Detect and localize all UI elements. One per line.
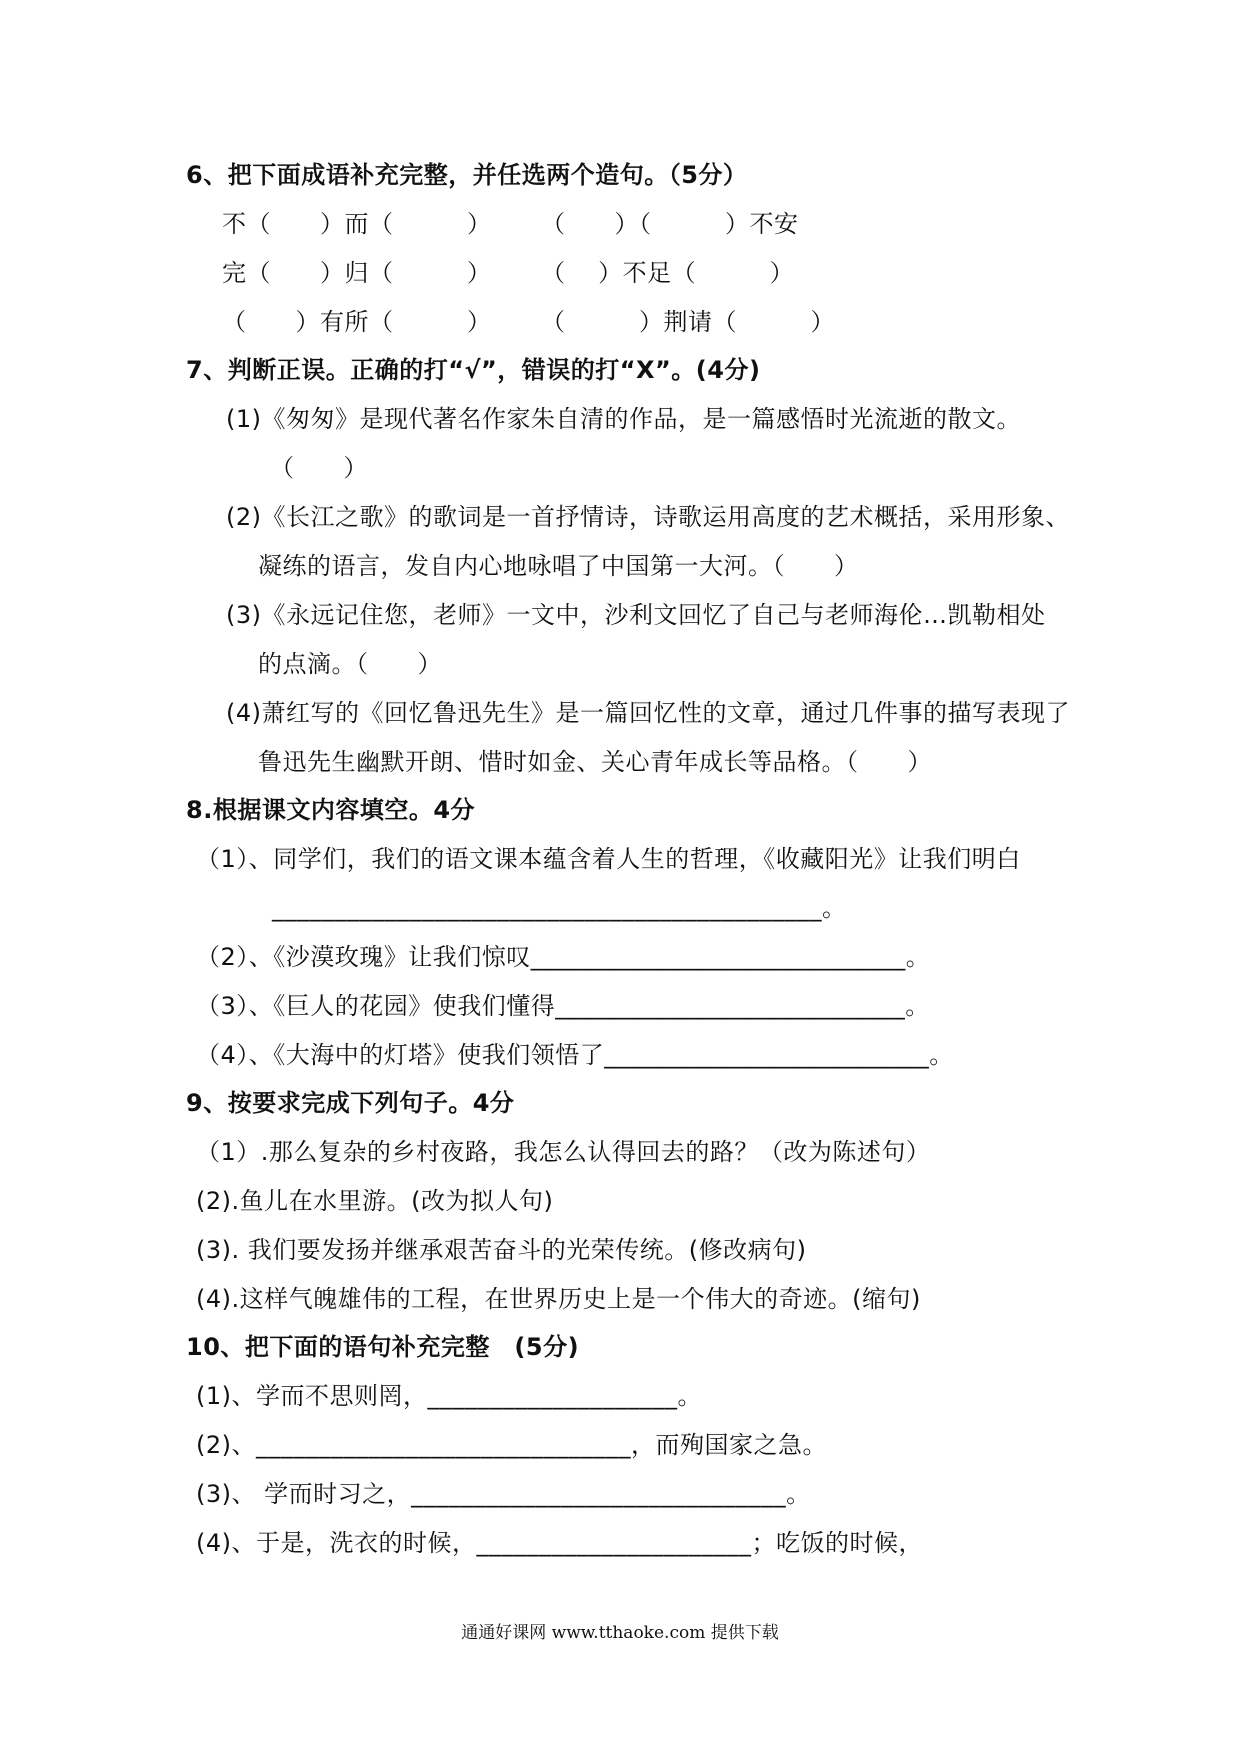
q9-item-3: (3). 我们要发扬并继承艰苦奋斗的光荣传统。(修改病句) (196, 1236, 807, 1264)
q6-heading: 6、把下面成语补充完整，并任选两个造句。（5分） (186, 161, 748, 189)
q8-heading: 8.根据课文内容填空。4分 (186, 796, 476, 824)
q7-item-4-line-2: 鲁迅先生幽默开朗、惜时如金、关心青年成长等品格。（ ） (258, 748, 932, 776)
q8-item-1-line-1: （1）、同学们，我们的语文课本蕴含着人生的哲理，《收藏阳光》让我们明白 (196, 845, 1021, 873)
q8-item-3: （3）、《巨人的花园》使我们懂得____________________________。 (196, 992, 930, 1020)
q10-item-4: (4)、于是，洗衣的时候，______________________；吃饭的时候， (196, 1529, 923, 1557)
q9-heading: 9、按要求完成下列句子。4分 (186, 1089, 515, 1117)
q9-item-2: (2).鱼儿在水里游。(改为拟人句) (196, 1187, 554, 1215)
q7-item-2-line-1: (2)《长江之歌》的歌词是一首抒情诗，诗歌运用高度的艺术概括，采用形象、 (226, 503, 1070, 531)
q6-row-3: （ ）有所（ ） （ ）荆请（ ） (222, 308, 835, 336)
q7-item-2-line-2: 凝练的语言，发自内心地咏唱了中国第一大河。（ ） (258, 552, 859, 580)
q9-item-4: (4).这样气魄雄伟的工程，在世界历史上是一个伟大的奇迹。(缩句) (196, 1285, 921, 1313)
q8-item-1-line-2: ____________________________________________。 (272, 894, 847, 922)
q7-item-3-line-1: (3)《永远记住您，老师》一文中，沙利文回忆了自己与老师海伦…凯勒相处 (226, 601, 1046, 629)
q7-item-3-line-2: 的点滴。（ ） (258, 650, 442, 678)
q10-heading: 10、把下面的语句补充完整 (5分) (186, 1333, 580, 1361)
q7-item-1-line-1: (1)《匆匆》是现代著名作家朱自清的作品，是一篇感悟时光流逝的散文。 (226, 405, 1021, 433)
q10-item-2: (2)、______________________________，而殉国家之急。 (196, 1431, 827, 1459)
q6-row-1: 不（ ）而（ ） （ ）（ ）不安 (222, 210, 799, 238)
q10-item-1: (1)、学而不思则罔，____________________。 (196, 1382, 702, 1410)
q6-row-2: 完（ ）归（ ） （ ）不足（ ） (222, 259, 795, 287)
q7-heading: 7、判断正误。正确的打“√”，错误的打“X”。(4分) (186, 356, 761, 384)
q7-item-1-line-2: （ ） (270, 454, 368, 482)
q10-item-3: (3)、 学而时习之，______________________________。 (196, 1480, 811, 1508)
q8-item-2: （2）、《沙漠玫瑰》让我们惊叹______________________________。 (196, 943, 931, 971)
q8-item-4: （4）、《大海中的灯塔》使我们领悟了__________________________。 (196, 1041, 954, 1069)
footer-source-note: 通通好课网 www.tthaoke.com 提供下载 (461, 1623, 779, 1643)
q9-item-1: （1）.那么复杂的乡村夜路，我怎么认得回去的路？（改为陈述句） (196, 1138, 931, 1166)
q7-item-4-line-1: (4)萧红写的《回忆鲁迅先生》是一篇回忆性的文章，通过几件事的描写表现了 (226, 699, 1070, 727)
